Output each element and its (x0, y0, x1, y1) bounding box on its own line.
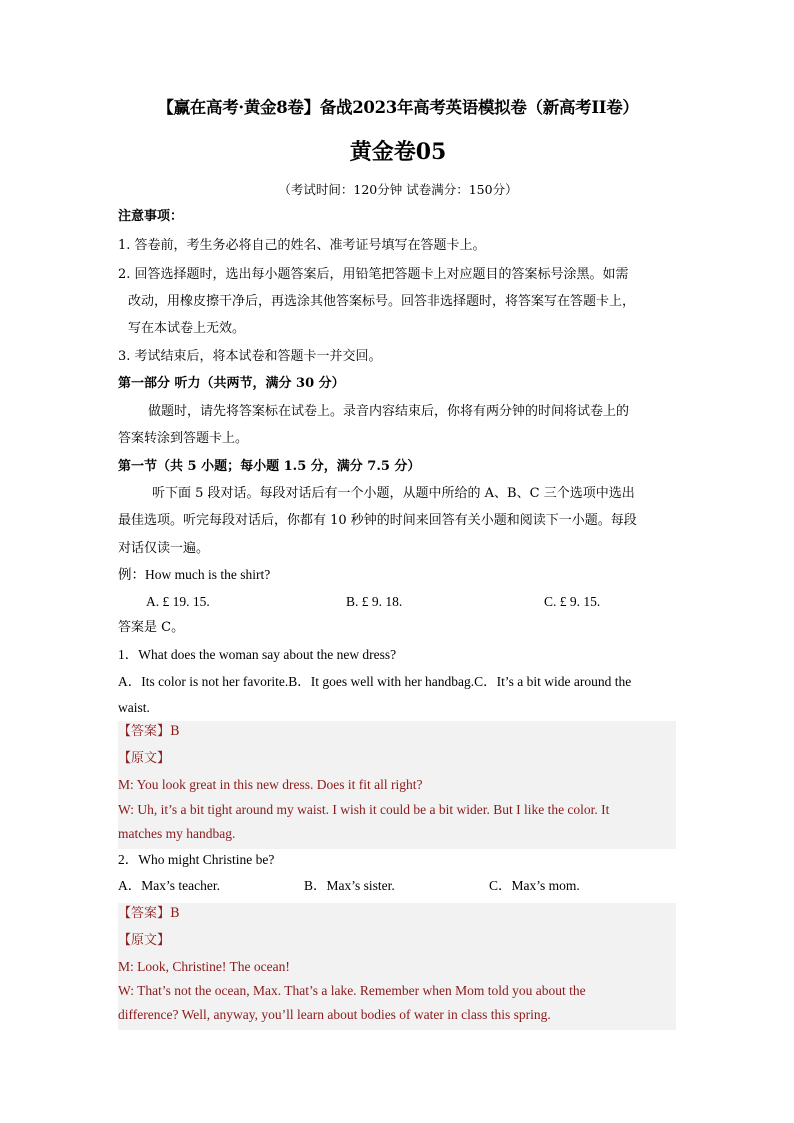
notice-item-1: 1. 答卷前，考生务必将自己的姓名、准考证号填写在答题卡上。 (118, 238, 486, 253)
question-1-transcript-line-3: matches my handbag. (118, 826, 236, 841)
example-option-c: C. £ 9. 15. (544, 594, 601, 609)
question-2-stem: 2．Who might Christine be? (118, 852, 275, 867)
section1-intro-line-2: 最佳选项。听完每段对话后，你都有 10 秒钟的时间来回答有关小题和阅读下一小题。每段 (118, 513, 637, 528)
question-1-transcript-label: 【原文】 (118, 751, 171, 766)
example-option-a: A. £ 19. 15. (146, 594, 210, 609)
question-1-options-line-2: waist. (118, 700, 150, 715)
part1-heading: 第一部分 听力（共两节，满分 30 分） (118, 376, 345, 391)
exam-title: 【赢在高考·黄金8卷】备战2023年高考英语模拟卷（新高考II卷） (157, 98, 639, 117)
notice-item-2-line-2: 改动，用橡皮擦干净后，再选涂其他答案标号。回答非选择题时，将答案写在答题卡上， (128, 294, 636, 309)
question-2-option-a: A．Max’s teacher. (118, 878, 220, 893)
question-2-option-c: C．Max’s mom. (489, 878, 580, 893)
part1-intro-line-2: 答案转涂到答题卡上。 (118, 431, 249, 446)
question-1-answer-box (118, 721, 676, 849)
question-2-transcript-line-1: M: Look, Christine! The ocean! (118, 959, 290, 974)
question-2-answer: 【答案】B (118, 906, 180, 921)
example-question: 例：How much is the shirt? (118, 567, 271, 582)
paper-subtitle: 黄金卷05 (349, 139, 447, 165)
question-1-stem: 1．What does the woman say about the new dress? (118, 647, 397, 662)
notice-item-2-line-1: 2. 回答选择题时，选出每小题答案后，用铅笔把答题卡上对应题目的答案标号涂黑。如需 (118, 267, 629, 282)
notice-heading: 注意事项： (118, 209, 184, 224)
question-1-transcript-line-1: M: You look great in this new dress. Does it fit all right? (118, 777, 423, 792)
notice-item-3: 3. 考试结束后，将本试卷和答题卡一并交回。 (118, 349, 382, 364)
example-option-b: B. £ 9. 18. (346, 594, 403, 609)
question-2-transcript-line-3: difference? Well, anyway, you’ll learn about bodies of water in class this spring. (118, 1007, 551, 1022)
question-2-answer-box (118, 903, 676, 1030)
notice-item-2-line-3: 写在本试卷上无效。 (128, 321, 246, 336)
question-2-transcript-label: 【原文】 (118, 933, 171, 948)
section1-intro-line-3: 对话仅读一遍。 (118, 541, 210, 556)
question-2-option-b: B．Max’s sister. (304, 878, 395, 893)
section1-intro-line-1: 听下面 5 段对话。每段对话后有一个小题，从题中所给的 A、B、C 三个选项中选出 (152, 486, 635, 501)
section1-heading: 第一节（共 5 小题；每小题 1.5 分，满分 7.5 分） (118, 459, 421, 474)
question-1-options-line-1: A．Its color is not her favorite.B．It goes well with her handbag.C．It’s a bit wide around the (118, 674, 632, 689)
part1-intro-line-1: 做题时，请先将答案标在试卷上。录音内容结束后，你将有两分钟的时间将试卷上的 (148, 404, 630, 419)
example-answer: 答案是 C。 (118, 620, 185, 635)
question-1-transcript-line-2: W: Uh, it’s a bit tight around my waist. I wish it could be a bit wider. But I like the color. It (118, 802, 610, 817)
exam-info: （考试时间：120分钟 试卷满分：150分） (278, 182, 518, 197)
question-2-transcript-line-2: W: That’s not the ocean, Max. That’s a lake. Remember when Mom told you about the (118, 983, 586, 998)
question-1-answer: 【答案】B (118, 724, 180, 739)
